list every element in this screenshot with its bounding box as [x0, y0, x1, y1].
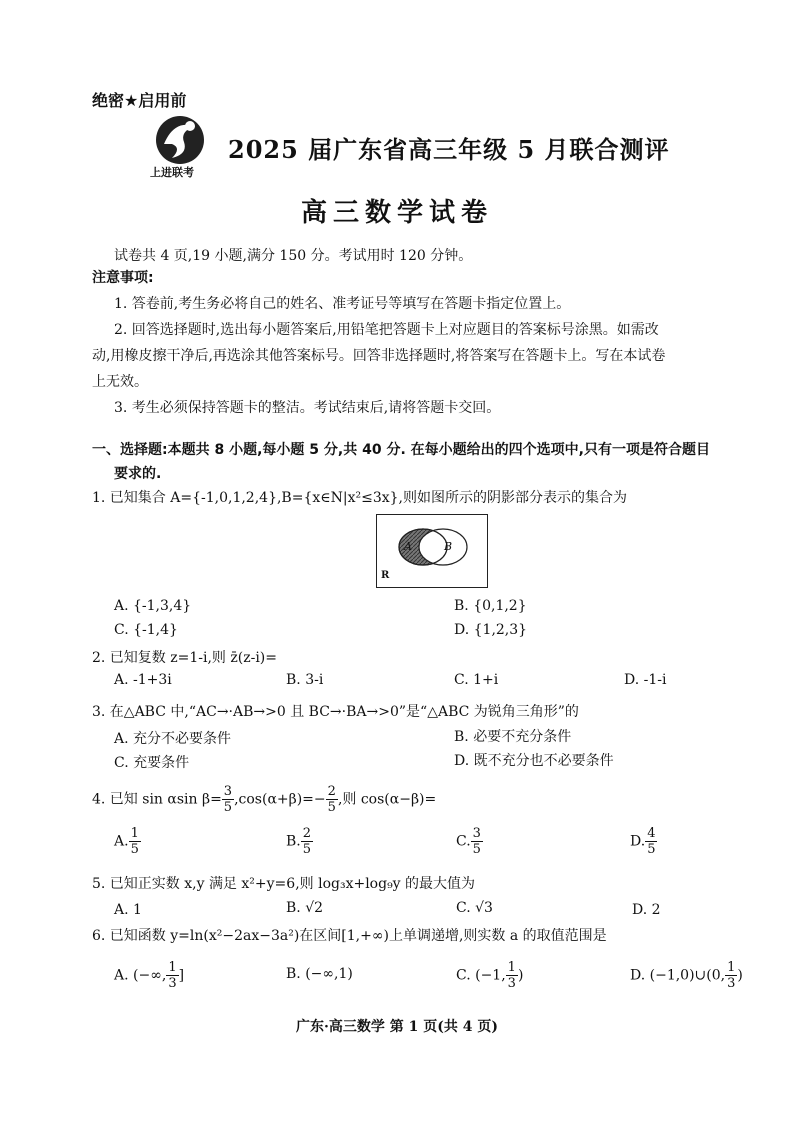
page-footer: 广东·高三数学 第 1 页(共 4 页): [296, 1019, 498, 1035]
question-5-option-b: B. √2: [286, 900, 324, 916]
question-1-option-c: C. {-1,4}: [114, 622, 178, 638]
question-4-stem-a: 4. 已知 sin αsin β=: [92, 791, 222, 808]
confidential-label: 绝密★启用前: [92, 91, 187, 110]
question-4-stem-b: ,cos(α+β)=−: [234, 791, 326, 808]
question-4-fraction-2: $\frac{2}{5}$: [327, 784, 336, 815]
section-heading-line1: 一、选择题:本题共 8 小题,每小题 5 分,共 40 分. 在每小题给出的四个选项中,只有一项是符合题目: [92, 442, 710, 458]
question-6-option-a: A. (−∞, $\frac{1}{3}$ ]: [114, 960, 185, 991]
question-2-option-d: D. -1-i: [624, 672, 667, 688]
question-3-stem: 3. 在△ABC 中,“AC→·AB→>0 且 BC→·BA→>0”是“△ABC 为锐角三角形”的: [92, 704, 579, 720]
notice-item-2a: 2. 回答选择题时,选出每小题答案后,用铅笔把答题卡上对应题目的答案标号涂黑。如需改: [114, 322, 659, 338]
question-1-stem: 1. 已知集合 A={-1,0,1,2,4},B={x∈N|x²≤3x},则如图所示的阴影部分表示的集合为: [92, 490, 627, 506]
venn-label-b: B: [444, 540, 453, 553]
question-4-stem: [92, 784, 436, 815]
notice-heading: 注意事项:: [92, 270, 154, 286]
question-5-option-c: C. √3: [456, 900, 493, 916]
venn-diagram-graphic: [377, 515, 487, 587]
question-3-option-b: B. 必要不充分条件: [454, 729, 572, 745]
question-3-option-c: C. 充要条件: [114, 755, 190, 771]
question-5-option-a: A. 1: [114, 902, 142, 918]
question-4-fraction-1: $\frac{3}{5}$: [223, 784, 233, 815]
venn-label-r: R: [381, 570, 390, 581]
question-3-option-d: D. 既不充分也不必要条件: [454, 753, 614, 769]
logo-text: 上进联考: [150, 166, 194, 179]
question-6-option-d: D. (−1,0)∪(0, $\frac{1}{3}$ ): [630, 960, 743, 991]
venn-label-a: A: [404, 540, 412, 553]
question-1-option-a: A. {-1,3,4}: [114, 598, 192, 614]
question-4-option-b: B. $\frac{2}{5}$: [286, 826, 312, 857]
question-5-stem: 5. 已知正实数 x,y 满足 x²+y=6,则 log₃x+log₉y 的最大值为: [92, 876, 476, 892]
question-2-option-b: B. 3-i: [286, 672, 324, 688]
question-4-option-a: A. $\frac{1}{5}$: [114, 826, 139, 857]
venn-diagram: [376, 514, 488, 588]
notice-item-3: 3. 考生必须保持答题卡的整洁。考试结束后,请将答题卡交回。: [114, 400, 501, 416]
paper-title: 高三数学试卷: [300, 198, 493, 228]
notice-item-1: 1. 答卷前,考生务必将自己的姓名、准考证号等填写在答题卡指定位置上。: [114, 296, 571, 312]
intro-text: 试卷共 4 页,19 小题,满分 150 分。考试用时 120 分钟。: [114, 248, 473, 264]
notice-item-2c: 上无效。: [92, 374, 148, 390]
question-2-stem: 2. 已知复数 z=1-i,则 z̄(z-i)=: [92, 650, 277, 666]
notice-item-2b: 动,用橡皮擦干净后,再选涂其他答案标号。回答非选择题时,将答案写在答题卡上。写在本试卷: [92, 348, 666, 364]
question-2-option-c: C. 1+i: [454, 672, 499, 688]
question-3-option-a: A. 充分不必要条件: [114, 731, 232, 747]
question-6-option-b: B. (−∞,1): [286, 966, 353, 982]
section-heading-line2: 要求的.: [114, 466, 162, 482]
question-6-stem: 6. 已知函数 y=ln(x²−2ax−3a²)在区间[1,+∞)上单调递增,则实数 a 的取值范围是: [92, 928, 607, 944]
question-5-option-d: D. 2: [632, 902, 661, 918]
question-4-option-d: D. $\frac{4}{5}$: [630, 826, 656, 857]
question-1-option-b: B. {0,1,2}: [454, 598, 527, 614]
question-4-stem-c: ,则 cos(α−β)=: [337, 791, 437, 808]
exam-title: 2025 届广东省高三年级 5 月联合测评: [228, 135, 670, 164]
question-2-option-a: A. -1+3i: [114, 672, 172, 688]
question-1-option-d: D. {1,2,3}: [454, 622, 528, 638]
question-4-option-c: C. $\frac{3}{5}$: [456, 826, 481, 857]
question-6-option-c: C. (−1, $\frac{1}{3}$ ): [456, 960, 524, 991]
